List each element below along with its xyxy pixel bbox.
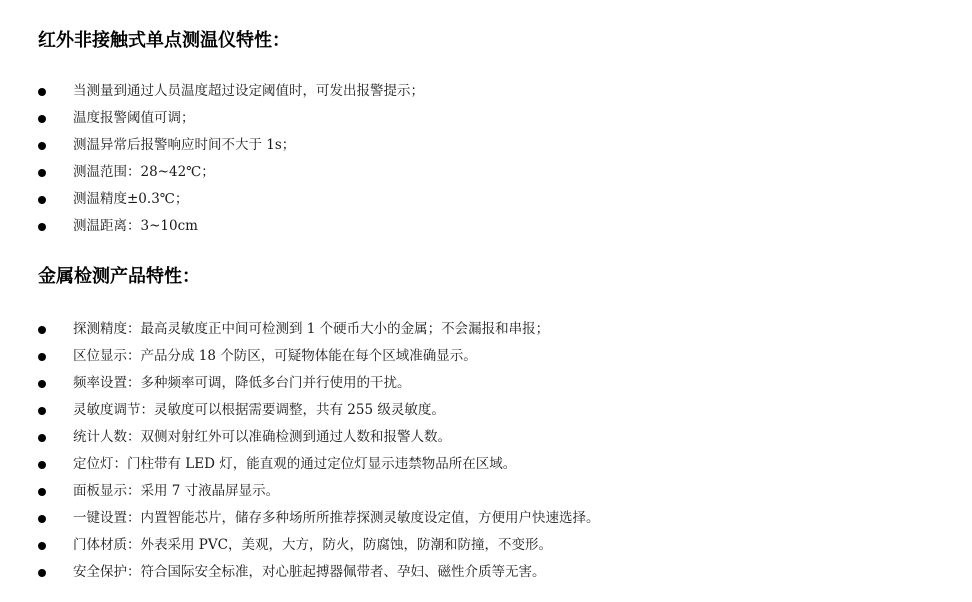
list-item-text: 测温精度±0.3℃； <box>73 191 189 207</box>
bullet-dot-icon <box>38 407 46 415</box>
bullet-dot-icon <box>38 488 46 496</box>
section-title-thermometer: 红外非接触式单点测温仪特性： <box>38 30 290 51</box>
list-item-text: 探测精度：最高灵敏度正中间可检测到 1 个硬币大小的金属；不会漏报和串报； <box>73 321 550 337</box>
list-item-text: 温度报警阈值可调； <box>73 110 195 126</box>
bullet-dot-icon <box>38 434 46 442</box>
list-item-text: 定位灯：门柱带有 LED 灯，能直观的通过定位灯显示违禁物品所在区域。 <box>73 456 517 472</box>
bullet-dot-icon <box>38 169 46 177</box>
list-item-text: 统计人数：双侧对射红外可以准确检测到通过人数和报警人数。 <box>73 429 451 445</box>
section-title-metal-detector: 金属检测产品特性： <box>38 266 200 287</box>
bullet-dot-icon <box>38 142 46 150</box>
bullet-dot-icon <box>38 542 46 550</box>
bullet-dot-icon <box>38 461 46 469</box>
bullet-dot-icon <box>38 380 46 388</box>
list-item-text: 当测量到通过人员温度超过设定阈值时，可发出报警提示； <box>73 83 424 99</box>
bullet-dot-icon <box>38 353 46 361</box>
list-item-text: 门体材质：外表采用 PVC，美观，大方，防火，防腐蚀，防潮和防撞，不变形。 <box>73 537 552 553</box>
bullet-dot-icon <box>38 569 46 577</box>
bullet-dot-icon <box>38 115 46 123</box>
list-item-text: 测温范围：28~42℃； <box>73 164 215 180</box>
list-item-text: 面板显示：采用 7 寸液晶屏显示。 <box>73 483 280 499</box>
list-item-text: 测温距离：3~10cm <box>73 218 198 234</box>
list-item-text: 频率设置：多种频率可调，降低多台门并行使用的干扰。 <box>73 375 411 391</box>
bullet-dot-icon <box>38 88 46 96</box>
list-item-text: 安全保护：符合国际安全标准，对心脏起搏器佩带者、孕妇、磁性介质等无害。 <box>73 564 546 580</box>
bullet-dot-icon <box>38 223 46 231</box>
bullet-dot-icon <box>38 196 46 204</box>
list-item-text: 区位显示：产品分成 18 个防区，可疑物体能在每个区域准确显示。 <box>73 348 477 364</box>
list-item-text: 灵敏度调节：灵敏度可以根据需要调整，共有 255 级灵敏度。 <box>73 402 445 418</box>
list-item-text: 测温异常后报警响应时间不大于 1s； <box>73 137 296 153</box>
list-item-text: 一键设置：内置智能芯片，储存多种场所所推荐探测灵敏度设定值，方便用户快速选择。 <box>73 510 600 526</box>
bullet-dot-icon <box>38 515 46 523</box>
bullet-dot-icon <box>38 326 46 334</box>
